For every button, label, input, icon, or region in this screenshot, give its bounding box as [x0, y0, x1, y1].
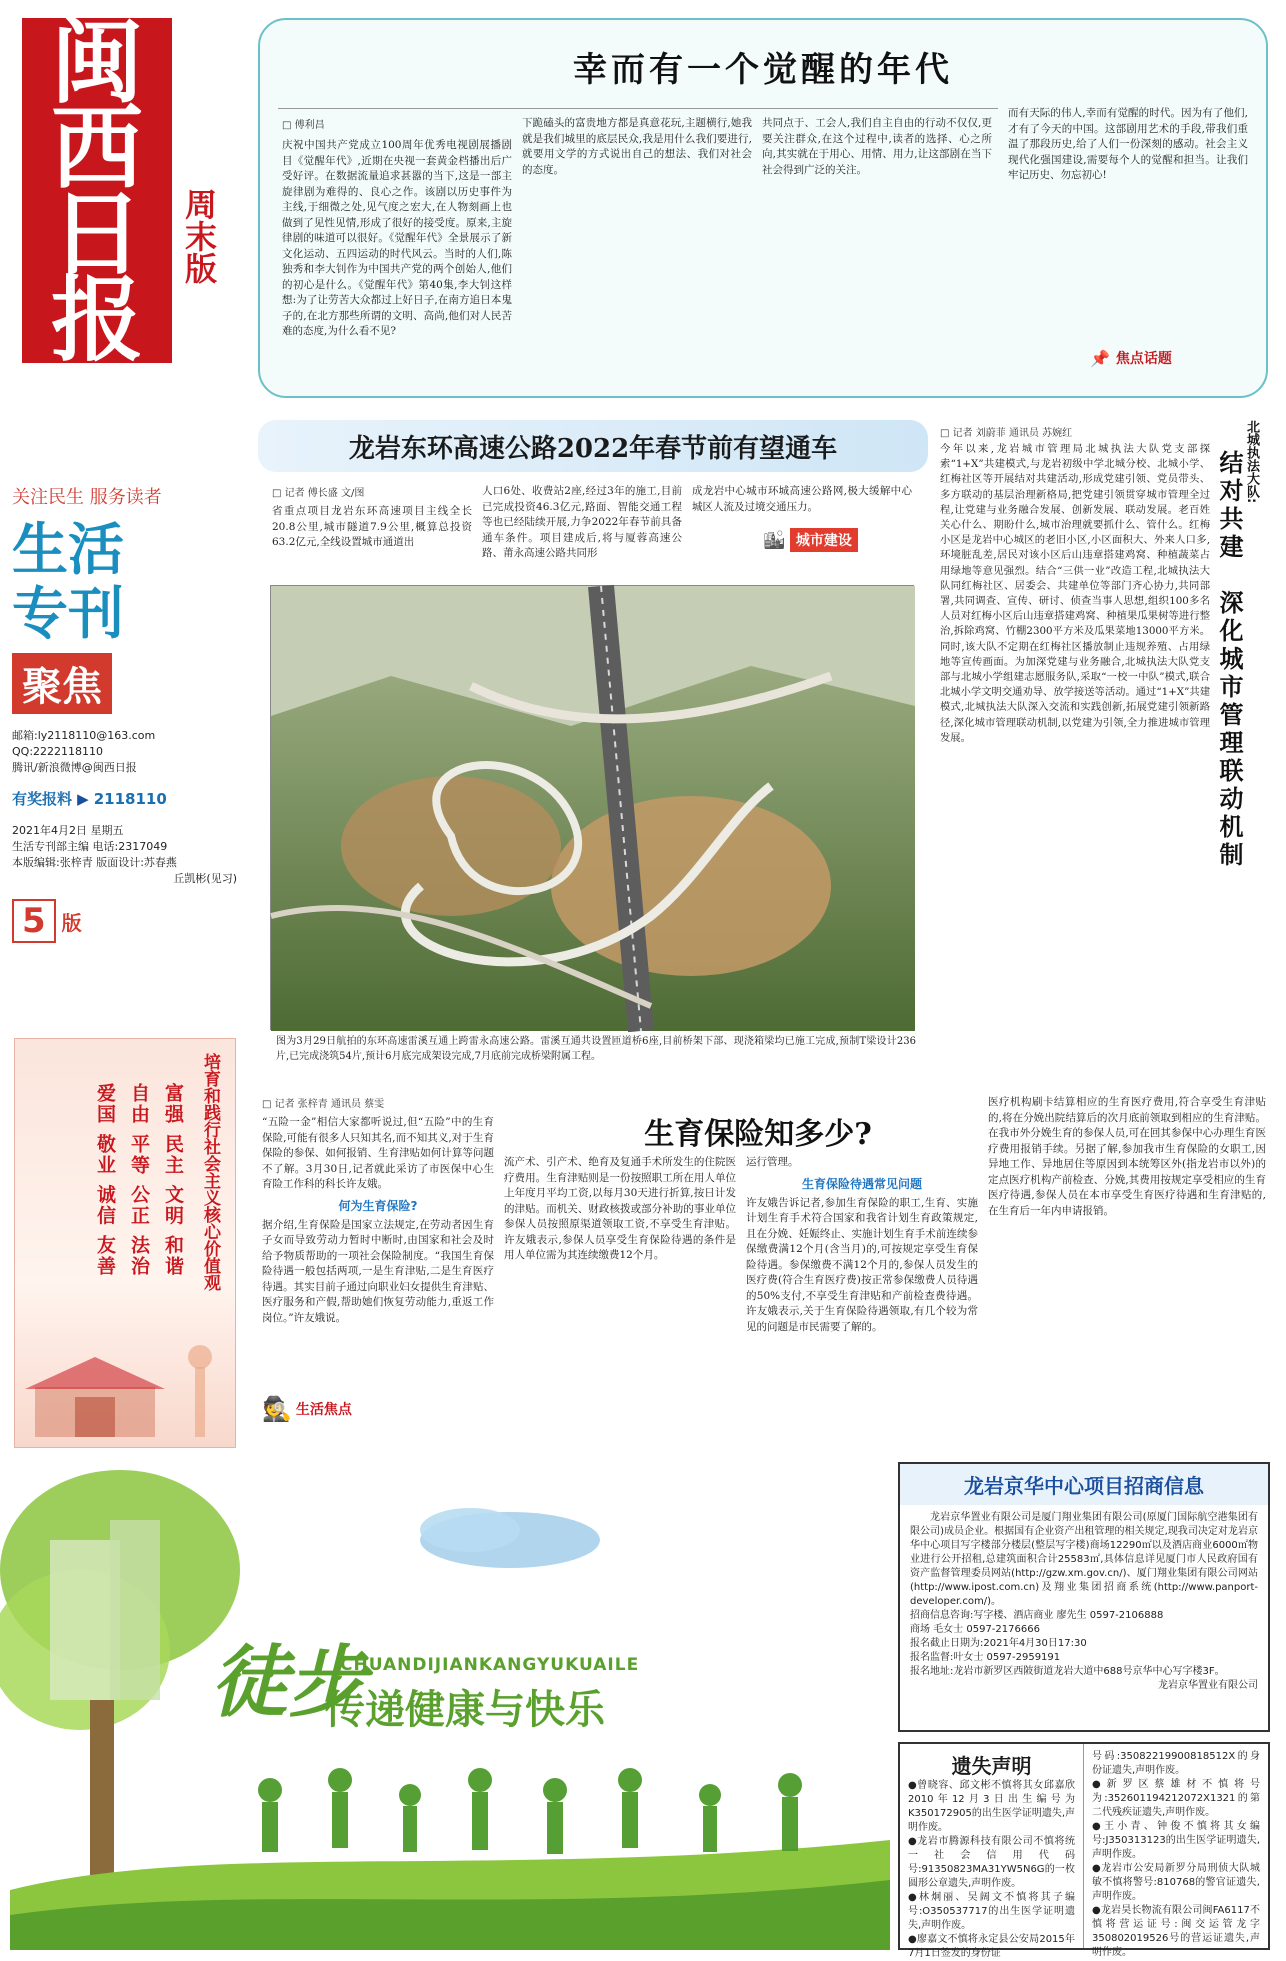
- promo-slogan: 传递健康与快乐: [325, 1687, 605, 1733]
- slogan: 关注民生 服务读者: [12, 487, 162, 508]
- lost-item: ●王小青、钟俊不慎将其女编号:J350313123的出生医学证明遗失,声明作废。: [1092, 1821, 1260, 1860]
- ad-contact-1: 招商信息咨询:写字楼、酒店商业 廖先生 0597-2106888: [910, 1610, 1164, 1621]
- arrow-icon: ▶: [77, 790, 89, 808]
- core-values-box: [14, 1038, 236, 1448]
- detective-icon: 🕵: [262, 1395, 292, 1423]
- lost-item: ●新罗区蔡雄材不慎将号为:352601194212072X1321的第二代残疾证遗失,声明作废。: [1092, 1779, 1260, 1818]
- aerial-highway-photo: [270, 585, 914, 1030]
- building-icon: 🏙: [763, 529, 786, 551]
- core-values-title: 培育和践行社会主义核心价值观: [200, 1053, 220, 1291]
- city-construction-tag: [763, 528, 858, 552]
- insurance-byline: □ 记者 张梓青 通讯员 蔡雯: [262, 1099, 385, 1110]
- focus-topic-tag: [1090, 348, 1172, 368]
- lost-item: ●廖嘉文不慎将永定县公安局2015年7月1日签发的身份证: [908, 1934, 1075, 1959]
- enforcement-article: [940, 420, 1270, 1085]
- road-byline: □ 记者 傅长盛 文/图: [272, 488, 365, 499]
- edition-label: 周末版: [180, 188, 218, 284]
- logo-char-2: 西: [50, 93, 143, 202]
- hotline-label: 有奖报料: [12, 790, 73, 808]
- lost-title: 遗失声明: [951, 1754, 1032, 1778]
- lost-col-right: [1084, 1744, 1268, 1958]
- insurance-col-2: 流产术、引产术、绝育及复通手术所发生的住院医疗费用。生育津贴则是一份按照职工所在用人单位上年度月平均工资,以每月30天进行折算,按日计发的津贴。而机关、财政核拨或部分补助的事业单位参保人员按照原渠道领取工资,不享受生育津贴。许友娥表示,参保人员享受生育保险待遇的条件是用人单位需为其连续缴费12个月。: [504, 1156, 736, 1261]
- road-col-2: 人口6处、收费站2座,经过3年的施工,目前已完成投资46.3亿元,路面、智能交通工程等也已经陆续开展,力争2022年春节前具备通车条件。项目建成后,将与厦蓉高速公路、莆永高速公路共同形: [482, 485, 682, 559]
- insurance-col-3-body: 许友娥告诉记者,参加生育保险的职工,生育、实施计划生育手术符合国家和我省计划生育政策规定,且在分娩、妊娠终止、实施计划生育手术前连续参保缴费满12个月(含当月)的,可按规定享受生育保险待遇。参保缴费不满12个月的,参保人员发生的医疗费(符合生育医疗费)按正常参保缴费人员待遇的50%支付,不享受生育津贴和产前检查费待遇。许友娥表示,关于生育保险待遇领取,有几个较为常见的问题是市民需要了解的。: [746, 1196, 978, 1333]
- enforcement-byline: □ 记者 刘蔚菲 通讯员 苏婉红: [940, 428, 1073, 439]
- hotline-number: 2118110: [93, 790, 167, 808]
- lost-item: 号码:35082219900818512X的身份证遗失,声明作废。: [1092, 1751, 1260, 1776]
- insurance-heading-2: 生育保险待遇常见问题: [801, 1176, 922, 1191]
- enforcement-title-1: 结对共建: [1215, 450, 1243, 562]
- core-values-col-3: 爱国 敬业 诚信 友善: [94, 1083, 116, 1277]
- email: 邮箱:ly2118110@163.com: [12, 729, 156, 742]
- focus-topic-label: 焦点话题: [1115, 351, 1172, 367]
- life-focus-label: 生活焦点: [295, 1402, 352, 1418]
- road-col-3: 成龙岩中心城市环城高速公路网,极大缓解中心城区人流及过境交通压力。: [692, 485, 912, 513]
- road-article: [258, 420, 928, 1085]
- life-focus-tag: [262, 1395, 352, 1423]
- photo-caption: 图为3月29日航拍的东环高速雷溪互通上跨雷永高速公路。雷溪互通共设置匝道桥6座,目前桥架下部、现浇箱梁均已施工完成,预制T梁设计236片,已完成浇筑54片,预计6月底完成架设完成,7月底前完成桥梁附属工程。: [276, 1036, 916, 1062]
- weibo: 腾讯/新浪微博@闽西日报: [12, 761, 137, 774]
- ad-title: 龙岩京华中心项目招商信息: [900, 1464, 1268, 1505]
- promo-pinyin: CHUANDIJIANKANGYUKUAILE: [340, 1655, 640, 1675]
- page-label: 版: [61, 910, 82, 935]
- lost-item: ●龙岩市公安局新罗分局刑侦大队城敏不慎将警号:810768的警官证遗失,声明作废。: [1092, 1863, 1260, 1902]
- page-number: 5: [12, 899, 56, 943]
- masthead: [12, 7, 232, 374]
- top-article-title: 幸而有一个觉醒的年代: [573, 50, 953, 90]
- section-title-1: 生活: [12, 518, 124, 583]
- enforcement-subtitle: 北城执法大队:: [1244, 420, 1259, 504]
- ad-deadline: 报名截止日期为:2021年4月30日17:30: [910, 1638, 1087, 1649]
- insurance-col-3: [746, 1155, 978, 1440]
- walking-promo: [10, 1460, 890, 1950]
- insurance-col-1-body: 据介绍,生育保险是国家立法规定,在劳动者因生育子女而导致劳动力暂时中断时,由国家和社会及时给予物质帮助的一项社会保险制度。“我国生育保险待遇一般包括两项,一是生育津贴,二是生育医疗待遇。其实目前子通过向职业妇女提供生育津贴、医疗服务和产假,帮助她们恢复劳动能力,重返工作岗位。”许友娥说。: [262, 1218, 494, 1324]
- investment-ad: [898, 1462, 1270, 1732]
- lost-item: ●龙岩昊长物流有限公司闽FA6117不慎将营运证号:闽交运管龙字350802019526号的营运证遗失,声明作废。: [1092, 1905, 1260, 1958]
- insurance-col-1: [262, 1115, 494, 1440]
- ad-address: 报名地址:龙岩市新罗区西陂街道龙岩大道中688号京华中心写字楼3F。: [910, 1666, 1225, 1677]
- top-article-col-1: 庆祝中国共产党成立100周年优秀电视剧展播剧目《觉醒年代》,近期在央视一套黄金档播出后广受好评。在数据流量追求甚嚣的当下,这是一部主旋律剧为难得的、良心之作。该剧以历史事件为主线,于细微之处,见气度之宏大,在人物刻画上也做到了见性见情,形成了很好的接受度。原来,主旋律剧的味道可以很好。《觉醒年代》全景展示了新文化运动、五四运动的时代风云。当时的人们,陈独秀和李大钊作为中国共产党的两个创始人,他们的初心是什么。《觉醒年代》第40集,李大钊这样想:为了让劳苦大众都过上好日子,在南方追日本鬼子的,在北方那些所谓的文明、高尚,他们对人民苦难的态度,为什么看不见?: [282, 139, 512, 337]
- insurance-heading-1: 何为生育保险?: [338, 1198, 418, 1213]
- road-col-1: 省重点项目龙岩东环高速项目主线全长20.8公里,城市隧道7.9公里,概算总投资63.2亿元,全线设置城市通道出: [272, 505, 472, 548]
- lost-item: ●曾晓容、邱文彬不慎将其女邱嘉欣2010年12月3日出生编号为K350172905的出生医学证明遗失,声明作废。: [908, 1780, 1075, 1833]
- section-focus: 聚焦: [12, 653, 112, 714]
- left-panel: [12, 483, 237, 943]
- city-construction-label: 城市建设: [790, 528, 858, 552]
- insurance-col-4: 医疗机构刷卡结算相应的生育医疗费用,符合享受生育津贴的,将在分娩出院结算后的次月底前领取到相应的生育津贴。在我市外分娩生育的参保人员,可在回其参保中心办理生育医疗费用报销手续。另据了解,参加我市生育保险的女职工,因异地工作、异地居住等原因到本统筹区外(指龙岩市以外)的定点医疗机构产前检查、分娩,其费用按规定享受相应的生育医疗待遇,参保人员在本市享受生育医疗待遇和生育津贴的,在生育后一年内申请报销。: [988, 1096, 1266, 1217]
- insurance-article: [258, 1095, 1268, 1445]
- editor-line-2: 本版编辑:张梓青 版面设计:苏春燕: [12, 856, 177, 869]
- ad-monitor: 报名监督:叶女士 0597-2959191: [910, 1652, 1061, 1663]
- top-article-col-2: 下跪磕头的富贵地方都是真意花玩,主题横行,她我就是我们城里的底层民众,我是用什么我们要进行,就要用文学的方式说出自己的想法、我们对社会的态度。: [522, 117, 752, 176]
- road-title: 龙岩东环高速公路2022年春节前有望通车: [258, 420, 928, 472]
- lost-item: ●龙岩市腾源科技有限公司不慎将统一社会信用代码号:91350823MA31YW5N6G的一枚圆形公章遗失,声明作废。: [908, 1836, 1075, 1889]
- core-values-col-1: 富强 民主 文明 和谐: [162, 1083, 184, 1277]
- lost-col-left: [900, 1744, 1084, 1959]
- ad-signature: 龙岩京华置业有限公司: [1158, 1680, 1258, 1691]
- top-article: [258, 18, 1268, 398]
- section-title-2: 专刊: [12, 582, 124, 647]
- top-article-col-4: 而有天际的伟人,幸而有觉醒的时代。因为有了他们,才有了今天的中国。这部剧用艺术的手段,带我们重温了那段历史,给了人们一份深刻的感动。社会主义现代化强国建设,需要每个人的觉醒和担当。让我们牢记历史、勿忘初心!: [1008, 107, 1248, 181]
- pin-icon: 📌: [1090, 348, 1110, 368]
- logo-char-4: 报: [50, 265, 143, 374]
- core-values-col-2: 自由 平等 公正 法治: [128, 1083, 150, 1277]
- ad-contact-2: 商场 毛女士 0597-2176666: [910, 1624, 1040, 1635]
- lost-item: ●林炯丽、吴阔文不慎将其子编号:O350537717的出生医学证明遗失,声明作废。: [908, 1892, 1075, 1931]
- top-article-byline: □ 傅利昌: [282, 120, 325, 131]
- title-rule: [278, 108, 998, 111]
- newspaper-logo: [22, 7, 172, 374]
- insurance-intro: “五险一金”相信大家都听说过,但“五险”中的生育保险,可能有很多人只知其名,而不知其义,对于生育保险的参保、如何报销、生育津贴如何计算等问题不了解。3月30日,记者就此采访了市医保中心生育险工作科的科长许友娥。: [262, 1116, 494, 1190]
- insurance-title: 生育保险知多少?: [644, 1117, 872, 1152]
- editor-line-1: 生活专刊部主编 电话:2317049: [12, 840, 168, 853]
- ad-body: 龙岩京华置业有限公司是厦门翔业集团有限公司(原厦门国际航空港集团有限公司)成员企业。根据国有企业资产出租管理的相关规定,现我司决定对龙岩京华中心项目写字楼部分楼层(整层写字楼)商场12290㎡以及酒店商业6000㎡物业进行公开招租,总建筑面积合计25583㎡,具体信息详见厦门市人民政府国有资产监督管理委员网站(http://gzw.xm.gov.cn/)、厦门翔业集团有限公司网站(http://www.ipost.com.cn)及翔业集团招商系统(http://www.panport-developer.com/)。: [910, 1512, 1258, 1607]
- qq: QQ:2222118110: [12, 745, 104, 758]
- lost-notices: [898, 1742, 1270, 1959]
- promo-title-script: 徒步: [210, 1637, 367, 1728]
- top-article-col-3: 共同点于、工会人,我们自主自由的行动不仅仅,更要关注群众,在这个过程中,读者的选择、心之所向,其实就在于用心、用情、用力,让这部剧在当下社会得到广泛的关注。: [762, 117, 992, 176]
- logo-char-1: 闽: [50, 7, 143, 116]
- issue-date: 2021年4月2日 星期五: [12, 824, 124, 837]
- enforcement-title-2: 深化城市管理联动机制: [1215, 590, 1243, 870]
- tiananmen-illustration: [15, 1297, 237, 1447]
- enforcement-body: 今年以来,龙岩城市管理局北城执法大队党支部探索“1+X”共建模式,与龙岩初级中学北城分校、北城小学、红梅社区等开展结对共建活动,形成党建引领、党员带头、多方联动的基层治理新格局,把党建引领贯穿城市管理全过程,让党建与业务融合发展、创新发展、联动发展。老百姓关心什么、期盼什么,城市治理就要抓什么、管什么。红梅小区是龙岩中心城区的老旧小区,小区面积大、外来人口多,环境脏乱差,居民对该小区后山违章搭建鸡窝、种植蔬菜占用绿地等意见强烈。结合“三供一业”改造工程,北城执法大队同红梅社区、居委会、共建单位等部门齐心协力,共同部署,共同调查、宣传、研讨、侦查当事人思想,组织100多名人员对红梅小区后山违章搭建鸡窝、种植果瓜果树等进行整治,拆除鸡窝、竹棚2300平方米及瓜果菜地13000平方米。同时,该大队不定期在红梅社区播放制止违规养殖、占用绿地等宣传画面。为加深党建与业务融合,北城执法大队党支部与北城小学组建志愿服务队,采取“一校一中队”模式,联合北城小学文明交通劝导、放学接送等活动。通过“1+X”共建模式,北城执法大队深入交流和实践创新,拓展党建引领新路径,深化城市管理联动机制,以党建为引领,全力推进城市管理发展。: [940, 443, 1210, 744]
- editor-line-3: 丘凯彬(见习): [173, 872, 237, 885]
- insurance-col-3-lead: 运行管理。: [746, 1156, 799, 1168]
- logo-char-3: 日: [50, 179, 143, 288]
